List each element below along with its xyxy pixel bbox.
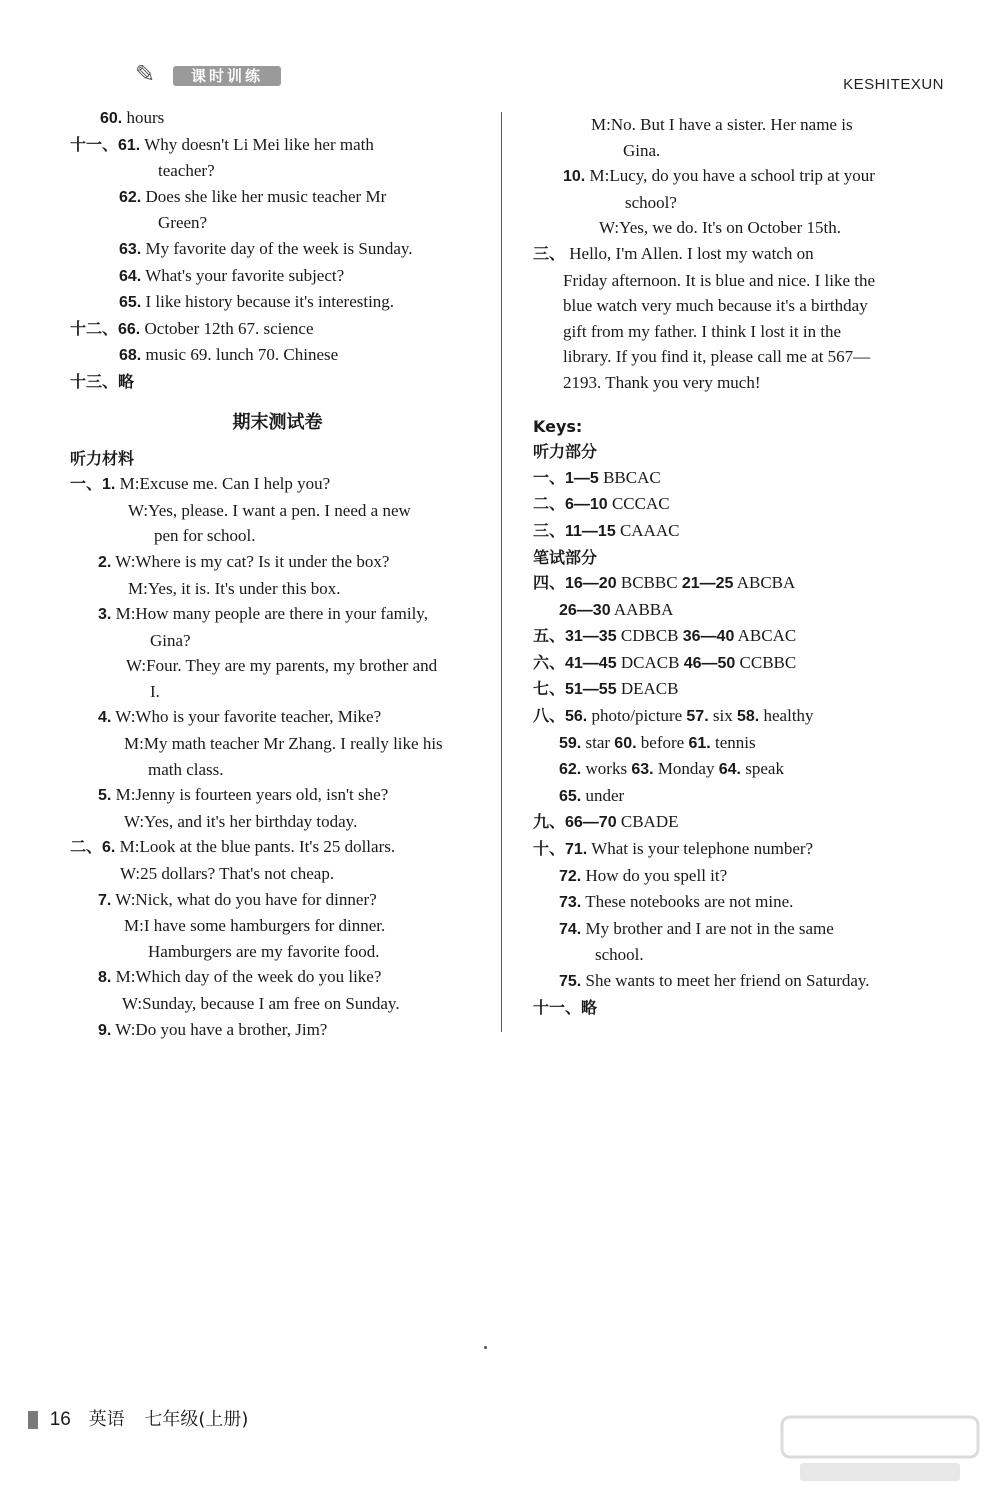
item-text: Why doesn't Li Mei like her math: [140, 134, 374, 154]
item-number: 60.: [614, 734, 637, 752]
item-text: M:Which day of the week do you like?: [111, 967, 382, 987]
item-text: What is your telephone number?: [587, 839, 814, 859]
item-text: October 12th 67. science: [140, 318, 314, 338]
item-number: 64.: [119, 267, 142, 285]
item-text: How do you spell it?: [581, 865, 728, 885]
item-label: 26—30: [559, 601, 611, 619]
item-text: W:Sunday, because I am free on Sunday.: [122, 994, 400, 1013]
left2-line: [70, 809, 485, 835]
item-label: 4.: [98, 709, 112, 727]
item-text: speak: [740, 759, 784, 779]
item-text: W:25 dollars? That's not cheap.: [120, 864, 335, 884]
item-text: M:Jenny is fourteen years old, isn't she?: [111, 785, 389, 805]
item-text: CCCAC: [607, 494, 670, 514]
item-text: W:Do you have a brother, Jim?: [111, 1019, 328, 1039]
item-text: healthy: [759, 706, 814, 726]
item-text: CAAAC: [615, 520, 680, 540]
item-text: Does she like her music teacher Mr: [141, 186, 387, 206]
keys_write-line: [533, 968, 948, 995]
listening-heading: 听力材料: [70, 448, 135, 468]
keys_write-line: [533, 863, 948, 890]
watermark-logo: [780, 1415, 980, 1485]
left2-line: [70, 757, 485, 783]
left2-line: [70, 782, 485, 809]
item-number: 21—25: [681, 575, 734, 593]
item-text: hours: [122, 108, 165, 127]
page-number: 16: [49, 1409, 71, 1430]
left-line: [70, 184, 485, 211]
logo-badge: 课时训练: [173, 66, 281, 86]
item-number: 63.: [119, 240, 142, 258]
item-label: 十二、66.: [70, 320, 141, 338]
section-title: 期末测试卷: [232, 411, 323, 433]
item-label: 59.: [559, 734, 582, 752]
right-line: [533, 138, 948, 164]
keys_write-line: [533, 597, 948, 624]
keys_listen-line: [533, 491, 948, 518]
left-line: [70, 105, 485, 132]
item-text: These notebooks are not mine.: [581, 892, 794, 912]
left2-line: [70, 731, 485, 757]
left-line: [70, 342, 485, 369]
item-text: M:Look at the blue pants. It's 25 dollars.: [115, 837, 396, 857]
left2-line: [70, 471, 485, 498]
right-line: [533, 112, 948, 138]
item-label: 十三、略: [70, 373, 135, 391]
column-divider: [501, 112, 502, 1032]
item-text: M:I have some hamburgers for dinner.: [124, 916, 386, 936]
item-label: 四、16—20: [533, 575, 617, 593]
header-label: KESHITEXUN: [843, 76, 944, 93]
item-text: ABCAC: [734, 626, 797, 646]
item-label: 一、1.: [70, 476, 116, 494]
item-text: M:How many people are there in your family,: [111, 604, 428, 624]
footer-mark-icon: [28, 1411, 38, 1429]
item-text: W:Yes, and it's her birthday today.: [124, 811, 358, 831]
item-text: M:My math teacher Mr Zhang. I really like his: [124, 734, 443, 754]
item-label: 65.: [559, 787, 582, 805]
item-text: blue watch very much because it's a birthday: [563, 296, 868, 316]
item-text: Monday: [653, 759, 719, 779]
keys_write-line: [533, 783, 948, 810]
item-label: 74.: [559, 920, 582, 938]
item-label: 七、51—55: [533, 681, 617, 699]
item-text: CDBCB: [616, 626, 683, 646]
item-number: 46—50: [683, 654, 736, 672]
item-number: 36—40: [682, 628, 735, 646]
left2-line: [70, 704, 485, 731]
item-text: pen for school.: [154, 526, 256, 546]
item-text: six: [708, 706, 737, 726]
item-label: 二、6.: [70, 839, 116, 857]
item-text: W:Yes, please. I want a pen. I need a new: [128, 500, 411, 520]
left-line: [70, 132, 485, 159]
left-line: [70, 210, 485, 236]
left2-line: [70, 861, 485, 887]
item-text: My brother and I are not in the same: [581, 918, 834, 938]
item-text: library. If you find it, please call me at 567—: [563, 347, 871, 367]
item-text: BBCAC: [598, 467, 661, 487]
keys_write-line: [533, 623, 948, 650]
item-text: math class.: [148, 759, 224, 779]
footer-subject: 英语: [88, 1409, 125, 1430]
item-text: She wants to meet her friend on Saturday.: [581, 971, 870, 990]
left2-line: [70, 601, 485, 628]
item-text: teacher?: [158, 161, 215, 181]
item-text: CBADE: [616, 812, 679, 832]
keys_write-line: [533, 889, 948, 916]
left-line: [70, 158, 485, 184]
keys-label: Keys:: [533, 416, 583, 436]
keys_write-line: [533, 809, 948, 836]
item-label: 8.: [98, 969, 112, 987]
header-logo: [135, 60, 295, 90]
right-line: [533, 268, 948, 294]
item-label: 62.: [559, 761, 582, 779]
item-label: 一、1—5: [533, 469, 599, 487]
item-text: M:Lucy, do you have a school trip at your: [585, 166, 875, 186]
item-text: school.: [595, 945, 644, 965]
item-label: 75.: [559, 973, 582, 990]
left-line: [70, 236, 485, 263]
item-text: M:No. But I have a sister. Her name is: [591, 115, 853, 134]
item-text: under: [581, 785, 625, 805]
keys_listen-line: [533, 465, 948, 492]
item-label: 2.: [98, 553, 112, 571]
item-label: 三、11—15: [533, 522, 616, 540]
keys_write-line: [533, 836, 948, 863]
left2-line: [70, 834, 485, 861]
item-label: 六、41—45: [533, 654, 617, 672]
item-text: W:Yes, we do. It's on October 15th.: [599, 218, 841, 238]
item-text: gift from my father. I think I lost it in the: [563, 321, 842, 341]
left2-line: [70, 913, 485, 939]
item-number: 64.: [718, 761, 741, 779]
item-label: 3.: [98, 606, 112, 624]
item-text: W:Nick, what do you have for dinner?: [111, 889, 377, 909]
right-line: [533, 293, 948, 319]
right-line: [533, 241, 948, 268]
item-text: tennis: [710, 732, 756, 752]
pen-icon: ✎: [135, 62, 156, 88]
item-text: W:Four. They are my parents, my brother and: [126, 656, 438, 676]
item-label: 九、66—70: [533, 814, 617, 832]
left2-line: [70, 964, 485, 991]
item-text: music 69. lunch 70. Chinese: [141, 345, 339, 365]
right-column: [533, 112, 948, 1021]
right-line: [533, 215, 948, 241]
item-label: 72.: [559, 867, 582, 885]
item-number: 62.: [119, 188, 142, 206]
left2-line: [70, 887, 485, 914]
keys_write-line: [533, 916, 948, 943]
stray-dot: [484, 1346, 487, 1349]
right-line: [533, 190, 948, 216]
right-line: [533, 344, 948, 370]
item-label: 二、6—10: [533, 496, 608, 514]
item-label: 八、56.: [533, 708, 588, 726]
keys_listen-line: [533, 518, 948, 545]
item-number: 58.: [737, 708, 760, 726]
item-number: 60.: [100, 110, 123, 127]
item-number: 65.: [119, 294, 142, 312]
writing-part-heading: 笔试部分: [533, 547, 598, 567]
keys_write-line: [533, 650, 948, 677]
item-label: 5.: [98, 787, 112, 805]
item-text: Friday afternoon. It is blue and nice. I like the: [563, 270, 876, 290]
listening-part-heading: 听力部分: [533, 442, 598, 462]
item-label: 十一、61.: [70, 136, 141, 154]
item-text: I.: [150, 681, 160, 701]
item-text: I like history because it's interesting.: [141, 292, 395, 312]
left2-line: [70, 498, 485, 524]
left2-line: [70, 549, 485, 576]
item-text: Hamburgers are my favorite food.: [148, 941, 380, 961]
left2-line: [70, 653, 485, 679]
item-text: W:Where is my cat? Is it under the box?: [111, 551, 390, 571]
right-line: [533, 163, 948, 190]
keys_write-line: [533, 703, 948, 730]
footer-grade: 七年级(上册): [144, 1409, 249, 1430]
right-line: [533, 370, 948, 396]
item-label: 十、71.: [533, 841, 588, 859]
item-text: before: [636, 732, 689, 752]
left2-line: [70, 576, 485, 602]
left-line: [70, 289, 485, 316]
left2-line: [70, 523, 485, 549]
item-text: DEACB: [616, 679, 679, 699]
item-text: photo/picture: [587, 706, 687, 726]
keys_write-line: [533, 730, 948, 757]
left2-line: [70, 628, 485, 654]
item-label: 三、: [533, 245, 566, 263]
item-label: 9.: [98, 1021, 112, 1039]
keys_write-line: [533, 676, 948, 703]
item-text: AABBA: [610, 599, 674, 619]
item-number: 63.: [631, 761, 654, 779]
item-label: 五、31—35: [533, 628, 617, 646]
item-text: school?: [625, 192, 677, 212]
left-line: [70, 316, 485, 343]
item-text: W:Who is your favorite teacher, Mike?: [111, 707, 382, 727]
item-text: CCBBC: [735, 652, 797, 672]
page-footer: [28, 1405, 248, 1431]
left-line: [70, 263, 485, 290]
keys_write-line: [533, 756, 948, 783]
item-number: 68.: [119, 347, 142, 365]
left2-line: [70, 991, 485, 1017]
left2-line: [70, 1017, 485, 1044]
item-text: 2193. Thank you very much!: [563, 372, 761, 392]
item-text: BCBBC: [616, 573, 682, 593]
item-text: Gina.: [623, 140, 661, 160]
left-column: [70, 105, 485, 1043]
item-text: My favorite day of the week is Sunday.: [141, 238, 413, 258]
item-text: works: [581, 759, 632, 779]
item-text: Green?: [158, 213, 208, 233]
item-label: 十一、略: [533, 999, 598, 1017]
item-text: DCACB: [616, 652, 684, 672]
item-number: 61.: [688, 734, 711, 752]
keys_write-line: [533, 995, 948, 1022]
item-text: M:Yes, it is. It's under this box.: [128, 578, 341, 598]
left2-line: [70, 679, 485, 705]
item-text: Hello, I'm Allen. I lost my watch on: [565, 243, 814, 263]
right-line: [533, 319, 948, 345]
item-text: ABCBA: [733, 573, 796, 593]
item-label: 73.: [559, 894, 582, 912]
keys_write-line: [533, 942, 948, 968]
item-number: 57.: [686, 708, 709, 726]
item-text: Gina?: [150, 630, 191, 650]
item-label: 10.: [563, 168, 586, 186]
item-text: star: [581, 732, 615, 752]
item-text: M:Excuse me. Can I help you?: [115, 474, 331, 494]
left-line: [70, 369, 485, 396]
left2-line: [70, 939, 485, 965]
item-label: 7.: [98, 891, 112, 909]
item-text: What's your favorite subject?: [141, 265, 345, 285]
keys_write-line: [533, 570, 948, 597]
